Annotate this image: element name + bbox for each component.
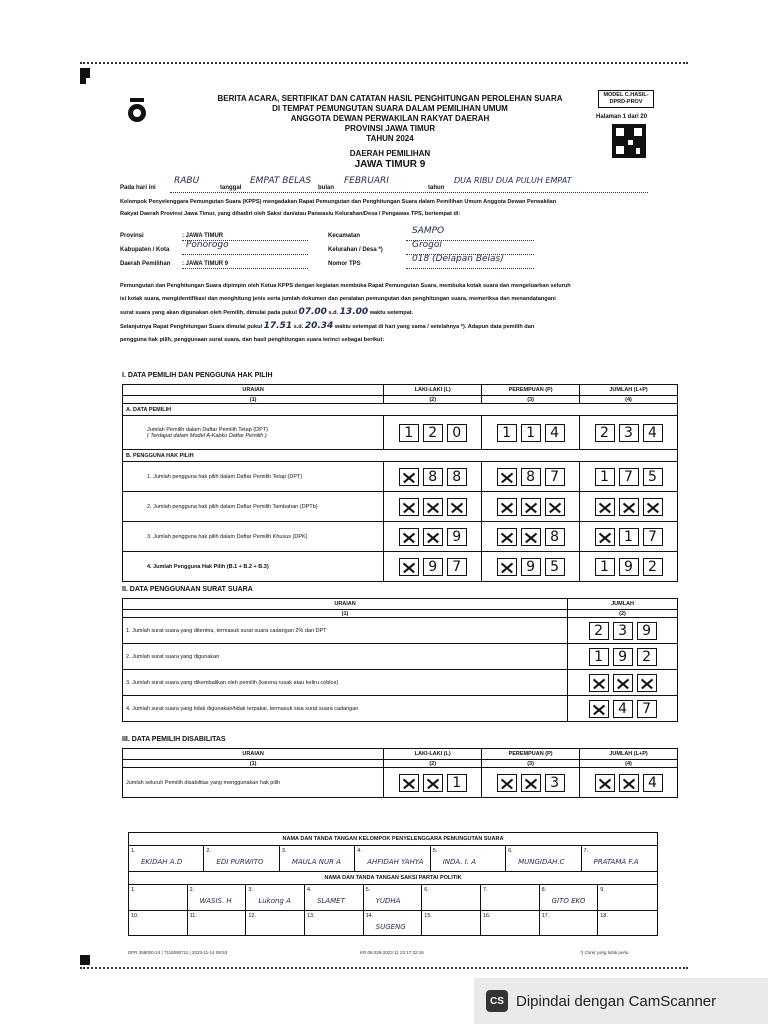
hari-label: Pada hari ini bbox=[120, 185, 156, 191]
signature-cell bbox=[188, 911, 247, 935]
digit-box: 2 bbox=[589, 622, 609, 640]
signature-cell bbox=[540, 911, 599, 935]
signatory-name: SLAMET bbox=[316, 897, 345, 905]
signature-cell bbox=[355, 846, 430, 871]
signature-number: 5. bbox=[365, 887, 371, 893]
digit-boxes bbox=[583, 774, 674, 792]
jam-mulai-1: 07.00 bbox=[298, 307, 327, 317]
s3-lp bbox=[580, 768, 678, 798]
signature-cell bbox=[129, 846, 204, 871]
qr-code-icon bbox=[612, 124, 646, 158]
signature-number: 4. bbox=[306, 887, 312, 893]
tps-value: 018 (Delapan Belas) bbox=[412, 254, 504, 264]
s1-a-title: A. DATA PEMILIH bbox=[123, 404, 678, 416]
signatory-name: GITO EKO bbox=[551, 897, 586, 905]
digit-boxes bbox=[485, 774, 576, 792]
signature-cell bbox=[481, 911, 540, 935]
signature-number: 1. bbox=[131, 848, 136, 854]
camscanner-badge bbox=[474, 978, 768, 1024]
dotted-border bbox=[80, 967, 688, 969]
signature-number: 8. bbox=[541, 887, 547, 893]
s3-num: (4) bbox=[580, 760, 678, 768]
footer-center: KR.06.028-2023 11 23 17:32:16 bbox=[360, 950, 424, 955]
digit-boxes bbox=[583, 468, 674, 486]
digit-box bbox=[589, 700, 609, 718]
s1-b-cell bbox=[482, 462, 580, 492]
signature-cell bbox=[188, 885, 247, 910]
digit-box bbox=[423, 528, 443, 546]
s1-a-row-sub: ( Terdapat dalam Model A-Kabko Daftar Pemilih ) bbox=[147, 432, 267, 439]
digit-box: 1 bbox=[595, 558, 615, 576]
s1-b-cell bbox=[384, 492, 482, 522]
digit-boxes bbox=[485, 498, 576, 516]
s1-a-p bbox=[482, 416, 580, 450]
digit-box: 9 bbox=[447, 528, 467, 546]
s1-header-l: LAKI-LAKI (L) bbox=[384, 385, 482, 396]
signature-number: 6. bbox=[424, 887, 429, 893]
dotted-line bbox=[182, 254, 308, 255]
tps-label: Nomor TPS bbox=[328, 261, 361, 267]
signature-number: 16. bbox=[482, 913, 491, 919]
signature-number: 2. bbox=[206, 848, 212, 854]
tahun-label: tahun bbox=[428, 185, 445, 191]
dotted-line bbox=[406, 240, 534, 241]
signatory-name: EKIDAH A.D bbox=[141, 858, 183, 866]
jam-selesai-1: 13.00 bbox=[339, 307, 369, 317]
body-p4b: s.d. bbox=[293, 324, 304, 330]
digit-box: 9 bbox=[637, 622, 657, 640]
s3-header-p: PEREMPUAN (P) bbox=[482, 749, 580, 760]
digit-box bbox=[497, 528, 517, 546]
digit-boxes bbox=[485, 528, 576, 546]
kelurahan-label: Kelurahan / Desa *) bbox=[328, 247, 383, 253]
corner-marker bbox=[80, 68, 90, 78]
header-line4: PROVINSI JAWA TIMUR bbox=[344, 124, 436, 133]
s1-a-row-label bbox=[123, 416, 384, 450]
digit-box: 1 bbox=[399, 424, 419, 442]
section2-table bbox=[122, 598, 678, 722]
s1-b-row-label: 2. Jumlah pengguna hak pilih dalam Daftar Pemilih Tambahan (DPTb) bbox=[123, 492, 384, 522]
s2-cell bbox=[568, 670, 678, 696]
digit-box: 5 bbox=[643, 468, 663, 486]
digit-box bbox=[521, 528, 541, 546]
s3-header-jumlah: JUMLAH (L+P) bbox=[580, 749, 678, 760]
section3-table bbox=[122, 748, 678, 798]
corner-marker bbox=[80, 78, 86, 84]
digit-box: 4 bbox=[613, 700, 633, 718]
digit-boxes bbox=[583, 424, 674, 442]
signature-number: 7. bbox=[583, 848, 589, 854]
saksi-row bbox=[129, 911, 657, 935]
dotted-line bbox=[406, 254, 534, 255]
digit-box bbox=[399, 774, 419, 792]
body-p3b: s.d. bbox=[328, 310, 339, 316]
digit-box: 1 bbox=[589, 648, 609, 666]
s1-b-row bbox=[123, 552, 678, 582]
digit-box: 4 bbox=[643, 424, 663, 442]
s1-b-row bbox=[123, 462, 678, 492]
body-p2: isi kotak suara, mengidentifikasi dan menghitung jenis serta jumlah dokumen dan peralatan pemungutan dan penghitungan suara, memeriksa dan menandatangani bbox=[120, 296, 556, 302]
digit-box: 1 bbox=[497, 424, 517, 442]
digit-box: 1 bbox=[447, 774, 467, 792]
s1-num: (4) bbox=[580, 396, 678, 404]
signature-cell bbox=[598, 911, 657, 935]
digit-box: 3 bbox=[619, 424, 639, 442]
digit-box bbox=[595, 528, 615, 546]
signature-cell bbox=[506, 846, 581, 871]
digit-box: 7 bbox=[619, 468, 639, 486]
digit-box: 9 bbox=[619, 558, 639, 576]
digit-box bbox=[613, 674, 633, 692]
s2-row-label: 4. Jumlah surat suara yang tidak digunakan/tidak terpakai, termasuk sisa surat suara cadangan bbox=[123, 696, 568, 722]
body-p4c: waktu setempat di hari yang sama / setelahnya *). Adapun data pemilih dan bbox=[334, 324, 535, 330]
digit-box: 8 bbox=[447, 468, 467, 486]
signature-number: 18. bbox=[600, 913, 608, 919]
digit-boxes bbox=[583, 558, 674, 576]
s1-b-row-label: 4. Jumlah Pengguna Hak Pilih (B.1 + B.2 + B.3) bbox=[123, 552, 384, 582]
s1-header-p: PEREMPUAN (P) bbox=[482, 385, 580, 396]
signature-number: 12. bbox=[248, 913, 256, 919]
signature-cell bbox=[540, 885, 599, 910]
signature-number: 3. bbox=[248, 887, 253, 893]
digit-box: 1 bbox=[595, 468, 615, 486]
dotted-border bbox=[80, 62, 688, 64]
digit-box bbox=[399, 468, 419, 486]
digit-box bbox=[619, 498, 639, 516]
digit-boxes bbox=[387, 528, 478, 546]
digit-boxes bbox=[485, 558, 576, 576]
digit-boxes bbox=[571, 648, 674, 666]
dapil-title: JAWA TIMUR 9 bbox=[354, 159, 426, 170]
document-header bbox=[195, 94, 585, 171]
kecamatan-label: Kecamatan bbox=[328, 233, 361, 239]
digit-boxes bbox=[583, 528, 674, 546]
kelurahan-value: Grogol bbox=[412, 240, 442, 250]
signature-cell bbox=[280, 846, 355, 871]
body-p3 bbox=[120, 308, 413, 317]
section3-title: III. DATA PEMILIH DISABILITAS bbox=[122, 736, 226, 743]
dapil-value: : JAWA TIMUR 9 bbox=[182, 261, 229, 267]
digit-boxes bbox=[571, 622, 674, 640]
s1-b-cell bbox=[580, 552, 678, 582]
signature-number: 7. bbox=[482, 887, 488, 893]
dotted-line bbox=[170, 192, 648, 193]
tanggal-label: tanggal bbox=[220, 185, 242, 191]
camscanner-label: Dipindai dengan CamScanner bbox=[516, 992, 717, 1010]
s2-num: (2) bbox=[568, 610, 678, 618]
digit-boxes bbox=[485, 468, 576, 486]
digit-box bbox=[447, 498, 467, 516]
digit-box bbox=[399, 528, 419, 546]
digit-boxes bbox=[387, 468, 478, 486]
signatory-name: INDA. I. A bbox=[442, 858, 477, 866]
signature-cell bbox=[598, 885, 657, 910]
signatory-name: SUGENG bbox=[375, 923, 406, 931]
dapil-label-2: Daerah Pemilihan bbox=[120, 261, 171, 267]
signature-number: 9. bbox=[600, 887, 605, 893]
bulan-label: bulan bbox=[318, 185, 334, 191]
s1-b-cell bbox=[580, 522, 678, 552]
signature-cell bbox=[364, 885, 423, 910]
s1-b-row-label: 1. Jumlah pengguna hak pilih dalam Daftar Pemilih Tetap (DPT) bbox=[123, 462, 384, 492]
digit-box: 7 bbox=[447, 558, 467, 576]
kabupaten-value: Ponorogo bbox=[186, 240, 229, 250]
signature-cell bbox=[129, 911, 188, 935]
digit-box: 0 bbox=[447, 424, 467, 442]
digit-boxes bbox=[387, 774, 478, 792]
dotted-line bbox=[182, 268, 308, 269]
kpu-logo-icon bbox=[126, 98, 148, 124]
page-number: Halaman 1 dari 20 bbox=[596, 114, 648, 120]
signature-cell bbox=[364, 911, 423, 935]
digit-box: 7 bbox=[637, 700, 657, 718]
digit-box bbox=[619, 774, 639, 792]
s1-b-title: B. PENGGUNA HAK PILIH bbox=[123, 450, 678, 462]
bulan-value: FEBRUARI bbox=[344, 176, 389, 186]
digit-box bbox=[521, 498, 541, 516]
signature-number: 10. bbox=[131, 913, 139, 919]
digit-box: 2 bbox=[423, 424, 443, 442]
s2-row-label: 2. Jumlah surat suara yang digunakan bbox=[123, 644, 568, 670]
s1-num: (1) bbox=[123, 396, 384, 404]
s1-b-rows bbox=[123, 462, 678, 582]
footer-note: *) Coret yang tidak perlu bbox=[580, 950, 629, 955]
signature-cell bbox=[204, 846, 279, 871]
form-page bbox=[90, 66, 688, 966]
s2-row bbox=[123, 696, 678, 722]
provinsi-value: : JAWA TIMUR bbox=[182, 233, 224, 239]
body-p1: Pemungutan dan Penghitungan Suara dipimpin oleh Ketua KPPS dengan kegiatan membuka Rapat Pemungutan Suara, membuka kotak suara dan mengeluarkan seluruh bbox=[120, 283, 571, 289]
section1-table bbox=[122, 384, 678, 582]
body-p3a: surat suara yang akan digunakan oleh Pemilih, dimulai pada pukul bbox=[120, 310, 297, 316]
digit-boxes bbox=[387, 424, 478, 442]
s1-b-cell bbox=[384, 462, 482, 492]
dotted-line bbox=[406, 268, 534, 269]
s1-b-cell bbox=[580, 492, 678, 522]
signatory-name: MUNGIDAH.C bbox=[518, 858, 565, 866]
digit-boxes bbox=[387, 498, 478, 516]
s1-b-cell bbox=[384, 522, 482, 552]
saksi-row bbox=[129, 885, 657, 911]
s3-num: (2) bbox=[384, 760, 482, 768]
jam-mulai-2: 17.51 bbox=[263, 321, 293, 331]
s2-cell bbox=[568, 696, 678, 722]
jam-selesai-2: 20.34 bbox=[304, 321, 334, 331]
s3-num: (3) bbox=[482, 760, 580, 768]
signature-cell bbox=[246, 885, 305, 910]
digit-box: 7 bbox=[545, 468, 565, 486]
s1-a-l bbox=[384, 416, 482, 450]
digit-box: 2 bbox=[637, 648, 657, 666]
footer-left: DPR 358000-24 | 7116090711 | 2023-11-14 08:53 bbox=[128, 950, 228, 955]
model-box: MODEL C.HASIL-DPRD-PROV bbox=[598, 90, 654, 108]
s3-num: (1) bbox=[123, 760, 384, 768]
digit-box bbox=[595, 774, 615, 792]
digit-boxes bbox=[571, 674, 674, 692]
section1-title: I. DATA PEMILIH DAN PENGGUNA HAK PILIH bbox=[122, 372, 273, 379]
signature-cell bbox=[422, 885, 481, 910]
signature-number: 1. bbox=[131, 887, 136, 893]
signature-number: 3. bbox=[281, 848, 287, 854]
camscanner-logo-icon: CS bbox=[486, 990, 508, 1012]
signature-cell bbox=[431, 846, 506, 871]
body-p4a: Selanjutnya Rapat Penghitungan Suara dimulai pukul bbox=[120, 324, 263, 330]
digit-box: 9 bbox=[423, 558, 443, 576]
s2-row bbox=[123, 670, 678, 696]
digit-box: 1 bbox=[619, 528, 639, 546]
digit-box: 3 bbox=[545, 774, 565, 792]
signature-number: 5. bbox=[432, 848, 438, 854]
digit-box bbox=[545, 498, 565, 516]
s1-b-cell bbox=[580, 462, 678, 492]
signatory-name: Lukong A bbox=[258, 897, 291, 905]
digit-box bbox=[595, 498, 615, 516]
signature-cell bbox=[129, 885, 188, 910]
signatory-name: AHFIDAH YAHYA bbox=[367, 858, 424, 866]
dapil-label: DAERAH PEMILIHAN bbox=[349, 149, 431, 158]
s1-a-lp bbox=[580, 416, 678, 450]
digit-box bbox=[497, 468, 517, 486]
body-p5: pengguna hak pilih, penggunaan surat suara, dan hasil penghitungan suara terinci sebagai berikut: bbox=[120, 337, 385, 343]
dotted-line bbox=[182, 240, 308, 241]
s1-num: (2) bbox=[384, 396, 482, 404]
signature-number: 6. bbox=[508, 848, 513, 854]
signatory-name: YUDHA bbox=[375, 897, 401, 905]
digit-box: 2 bbox=[643, 558, 663, 576]
digit-box: 7 bbox=[643, 528, 663, 546]
digit-box bbox=[589, 674, 609, 692]
digit-box: 1 bbox=[521, 424, 541, 442]
saksi-title: NAMA DAN TANDA TANGAN SAKSI PARTAI POLITIK bbox=[324, 875, 462, 881]
s2-cell bbox=[568, 618, 678, 644]
s1-b-cell bbox=[482, 492, 580, 522]
s1-b-cell bbox=[384, 552, 482, 582]
signature-cell bbox=[246, 911, 305, 935]
signature-cell bbox=[422, 911, 481, 935]
kecamatan-value: SAMPO bbox=[412, 226, 445, 236]
s1-b-row-label: 3. Jumlah pengguna hak pilih dalam Daftar Pemilih Khusus (DPK) bbox=[123, 522, 384, 552]
digit-box: 4 bbox=[545, 424, 565, 442]
signature-cell bbox=[582, 846, 657, 871]
header-line3: ANGGOTA DEWAN PERWAKILAN RAKYAT DAERAH bbox=[290, 114, 490, 123]
s3-p bbox=[482, 768, 580, 798]
signature-number: 14. bbox=[365, 913, 374, 919]
digit-boxes bbox=[485, 424, 576, 442]
digit-box bbox=[423, 774, 443, 792]
s1-num: (3) bbox=[482, 396, 580, 404]
signature-cell bbox=[305, 911, 364, 935]
s3-l bbox=[384, 768, 482, 798]
s1-b-row bbox=[123, 522, 678, 552]
s2-num: (1) bbox=[123, 610, 568, 618]
signatory-name: MAULA NUR A bbox=[291, 858, 341, 866]
s1-b-cell bbox=[482, 522, 580, 552]
signature-number: 13. bbox=[306, 913, 315, 919]
digit-box: 5 bbox=[545, 558, 565, 576]
header-line2: DI TEMPAT PEMUNGUTAN SUARA DALAM PEMILIHAN UMUM bbox=[272, 104, 508, 113]
digit-box bbox=[423, 498, 443, 516]
s1-header-uraian: URAIAN bbox=[123, 385, 384, 396]
digit-box: 3 bbox=[613, 622, 633, 640]
s2-header-uraian: URAIAN bbox=[123, 599, 568, 610]
digit-box bbox=[497, 558, 517, 576]
s2-row-label: 3. Jumlah surat suara yang dikembalikan oleh pemilih (karena rusak atau keliru coblos) bbox=[123, 670, 568, 696]
header-line5: TAHUN 2024 bbox=[366, 134, 414, 143]
signature-number: 11. bbox=[189, 913, 197, 919]
s1-b-cell bbox=[482, 552, 580, 582]
digit-box: 4 bbox=[643, 774, 663, 792]
digit-box: 8 bbox=[423, 468, 443, 486]
signature-number: 17. bbox=[541, 913, 550, 919]
tahun-value: DUA RIBU DUA PULUH EMPAT bbox=[454, 176, 572, 185]
digit-box bbox=[521, 774, 541, 792]
signature-number: 4. bbox=[357, 848, 362, 854]
signature-block bbox=[128, 832, 658, 936]
signatory-name: WASIS. H bbox=[199, 897, 232, 905]
digit-box: 9 bbox=[613, 648, 633, 666]
digit-box bbox=[399, 498, 419, 516]
corner-marker bbox=[80, 955, 90, 965]
body-p3c: waktu setempat. bbox=[369, 310, 414, 316]
provinsi-label: Provinsi bbox=[120, 233, 144, 239]
s1-header-jumlah: JUMLAH (L+P) bbox=[580, 385, 678, 396]
digit-box: 2 bbox=[595, 424, 615, 442]
digit-box bbox=[497, 498, 517, 516]
s2-row bbox=[123, 618, 678, 644]
digit-boxes bbox=[571, 700, 674, 718]
signature-number: 2. bbox=[189, 887, 195, 893]
s1-b-row bbox=[123, 492, 678, 522]
s2-cell bbox=[568, 644, 678, 670]
signatory-name: EDI PURWITO bbox=[216, 858, 264, 866]
s2-rows bbox=[123, 618, 678, 722]
digit-box: 9 bbox=[521, 558, 541, 576]
s1-a-row: Jumlah Pemilih dalam Daftar Pemilih Tetap (DPT) bbox=[147, 426, 268, 433]
digit-box: 8 bbox=[521, 468, 541, 486]
digit-boxes bbox=[583, 498, 674, 516]
s2-row bbox=[123, 644, 678, 670]
s2-header-jumlah: JUMLAH bbox=[568, 599, 678, 610]
kpps-row bbox=[129, 846, 657, 872]
signature-cell bbox=[481, 885, 540, 910]
digit-box: 8 bbox=[545, 528, 565, 546]
s3-row-label: Jumlah seluruh Pemilih disabilitas yang menggunakan hak pilih bbox=[123, 768, 384, 798]
digit-boxes bbox=[387, 558, 478, 576]
hari-value: RABU bbox=[174, 176, 200, 186]
tanggal-value: EMPAT BELAS bbox=[250, 176, 312, 186]
digit-box bbox=[637, 674, 657, 692]
signature-number: 15. bbox=[424, 913, 432, 919]
s2-row-label: 1. Jumlah surat suara yang diterima, termasuk surat suara cadangan 2% dari DPT bbox=[123, 618, 568, 644]
digit-box bbox=[399, 558, 419, 576]
digit-box bbox=[643, 498, 663, 516]
header-line1: BERITA ACARA, SERTIFIKAT DAN CATATAN HASIL PENGHITUNGAN PEROLEHAN SUARA bbox=[217, 94, 563, 103]
kpps-title: NAMA DAN TANDA TANGAN KELOMPOK PENYELENGGARA PEMUNGUTAN SUARA bbox=[282, 836, 504, 842]
s3-header-uraian: URAIAN bbox=[123, 749, 384, 760]
body-p4 bbox=[120, 322, 534, 331]
digit-box bbox=[497, 774, 517, 792]
s3-header-l: LAKI-LAKI (L) bbox=[384, 749, 482, 760]
signature-cell bbox=[305, 885, 364, 910]
intro-para2: Rakyat Daerah Provinsi Jawa Timur, yang dihadiri oleh Saksi dan/atau Panwaslu Kelurahan/Desa / Pengawas TPS, bertempat di: bbox=[120, 211, 461, 217]
kabupaten-label: Kabupaten / Kota bbox=[120, 247, 170, 253]
intro-para1: Kelompok Penyelenggara Pemungutan Suara (KPPS) mengadakan Rapat Pemungutan dan Penghitungan Suara dalam Pemilihan Umum Anggota Dewan Perwakilan bbox=[120, 199, 557, 205]
signatory-name: PRATAMA F.A bbox=[593, 858, 639, 866]
section2-title: II. DATA PENGGUNAAN SURAT SUARA bbox=[122, 586, 253, 593]
